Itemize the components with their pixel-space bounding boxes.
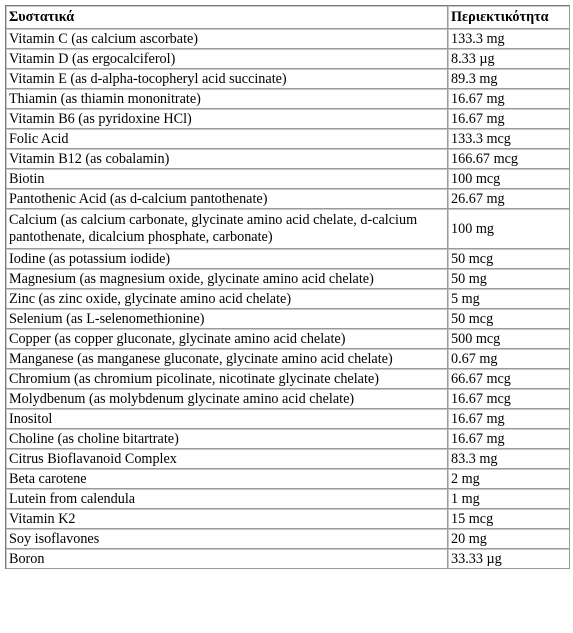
table-row [6,269,570,289]
ingredient-amount-cell: 133.3 mg [448,29,570,49]
table-row [6,449,570,469]
ingredient-amount-cell: 100 mg [448,209,570,249]
ingredient-name-cell: Vitamin B6 (as pyridoxine HCl) [6,109,448,129]
ingredient-name-cell: Inositol [6,409,448,429]
ingredient-name-cell: Manganese (as manganese gluconate, glycinate amino acid chelate) [6,349,448,369]
ingredient-amount-cell: 16.67 mg [448,409,570,429]
ingredient-amount-cell: 100 mcg [448,169,570,189]
ingredient-name-cell: Calcium (as calcium carbonate, glycinate amino acid chelate, d-calcium pantothenate, dicalcium phosphate, carbonate) [6,209,448,249]
ingredient-name-cell: Vitamin B12 (as cobalamin) [6,149,448,169]
ingredient-amount-cell: 16.67 mg [448,89,570,109]
ingredient-amount-cell: 26.67 mg [448,189,570,209]
ingredient-amount-cell: 89.3 mg [448,69,570,89]
ingredient-name-cell: Citrus Bioflavanoid Complex [6,449,448,469]
ingredient-name-cell: Folic Acid [6,129,448,149]
ingredient-name-cell: Vitamin D (as ergocalciferol) [6,49,448,69]
table-row [6,489,570,509]
table-row [6,109,570,129]
table-row [6,209,570,249]
ingredient-amount-cell: 50 mcg [448,309,570,329]
ingredient-amount-cell: 2 mg [448,469,570,489]
ingredient-name-cell: Molydbenum (as molybdenum glycinate amino acid chelate) [6,389,448,409]
table-row [6,29,570,49]
ingredient-amount-cell: 500 mcg [448,329,570,349]
ingredient-amount-cell: 5 mg [448,289,570,309]
ingredient-amount-cell: 16.67 mg [448,109,570,129]
table-row [6,469,570,489]
table-row [6,69,570,89]
ingredient-amount-cell: 166.67 mcg [448,149,570,169]
ingredients-table [5,5,570,569]
ingredient-amount-cell: 133.3 mcg [448,129,570,149]
ingredient-name-cell: Selenium (as L-selenomethionine) [6,309,448,329]
table-row [6,429,570,449]
table-row [6,529,570,549]
table-body [6,29,570,569]
table-row [6,149,570,169]
table-header-row [6,6,570,29]
table-row [6,509,570,529]
ingredient-amount-cell: 0.67 mg [448,349,570,369]
ingredient-name-cell: Copper (as copper gluconate, glycinate amino acid chelate) [6,329,448,349]
table-row [6,329,570,349]
header-ingredients: Συστατικά [6,6,448,29]
ingredient-amount-cell: 33.33 µg [448,549,570,569]
ingredient-name-cell: Pantothenic Acid (as d-calcium pantothenate) [6,189,448,209]
ingredient-name-cell: Iodine (as potassium iodide) [6,249,448,269]
ingredient-name-cell: Biotin [6,169,448,189]
ingredient-name-cell: Boron [6,549,448,569]
ingredient-name-cell: Chromium (as chromium picolinate, nicotinate glycinate chelate) [6,369,448,389]
ingredient-amount-cell: 50 mg [448,269,570,289]
ingredient-name-cell: Beta carotene [6,469,448,489]
ingredient-amount-cell: 20 mg [448,529,570,549]
ingredient-amount-cell: 16.67 mg [448,429,570,449]
ingredient-amount-cell: 8.33 µg [448,49,570,69]
ingredient-name-cell: Zinc (as zinc oxide, glycinate amino acid chelate) [6,289,448,309]
table-row [6,389,570,409]
table-row [6,369,570,389]
table-row [6,169,570,189]
ingredient-amount-cell: 15 mcg [448,509,570,529]
table-row [6,309,570,329]
ingredient-amount-cell: 83.3 mg [448,449,570,469]
table-row [6,409,570,429]
ingredient-name-cell: Magnesium (as magnesium oxide, glycinate amino acid chelate) [6,269,448,289]
ingredient-name-cell: Soy isoflavones [6,529,448,549]
header-content: Περιεκτικότητα [448,6,570,29]
table-row [6,349,570,369]
ingredient-amount-cell: 1 mg [448,489,570,509]
ingredient-name-cell: Vitamin C (as calcium ascorbate) [6,29,448,49]
ingredient-name-cell: Thiamin (as thiamin mononitrate) [6,89,448,109]
table-row [6,49,570,69]
table-row [6,549,570,569]
ingredient-name-cell: Lutein from calendula [6,489,448,509]
ingredient-name-cell: Vitamin E (as d-alpha-tocopheryl acid succinate) [6,69,448,89]
table-row [6,89,570,109]
table-row [6,129,570,149]
table-row [6,289,570,309]
table-row [6,189,570,209]
ingredient-name-cell: Choline (as choline bitartrate) [6,429,448,449]
ingredient-amount-cell: 50 mcg [448,249,570,269]
table-row [6,249,570,269]
ingredient-amount-cell: 16.67 mcg [448,389,570,409]
ingredient-amount-cell: 66.67 mcg [448,369,570,389]
ingredient-name-cell: Vitamin K2 [6,509,448,529]
